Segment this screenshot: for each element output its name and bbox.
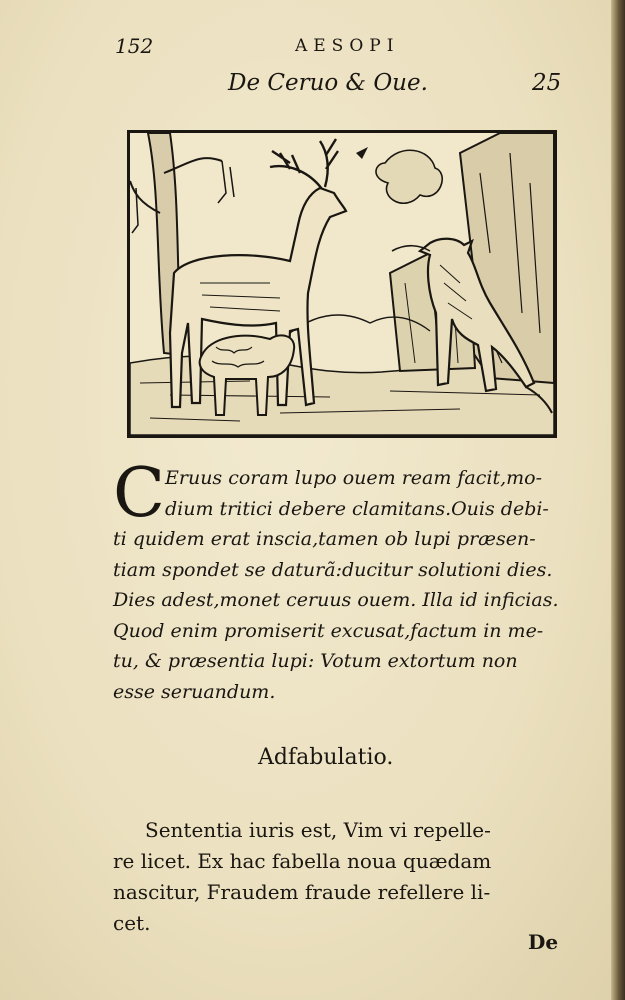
moral-line: Sententia iuris est, Vim vi repelle- bbox=[145, 818, 491, 842]
fable-line: tu, & præsentia lupi: Votum extortum non bbox=[113, 650, 518, 672]
fable-line: dium tritici debere clamitans.Ouis debi- bbox=[165, 497, 549, 520]
woodcut-illustration bbox=[127, 130, 557, 438]
moral-text bbox=[113, 815, 573, 939]
moral-line: cet. bbox=[113, 911, 151, 935]
moral-line: nascitur, Fraudem fraude refellere li- bbox=[113, 880, 491, 904]
fable-number: 25 bbox=[532, 70, 562, 96]
moral-line: re licet. Ex hac fabella noua quædam bbox=[113, 849, 492, 873]
woodcut-illustration-icon bbox=[130, 133, 554, 435]
fable-title: De Ceruo & Oue. bbox=[228, 70, 428, 96]
page-header bbox=[0, 28, 625, 108]
catchword: De bbox=[528, 930, 559, 954]
fable-line: esse seruandum. bbox=[113, 680, 276, 703]
fable-line: ti quidem erat inscia,tamen ob lupi præsen- bbox=[113, 528, 536, 550]
fable-line: Dies adest,monet ceruus ouem. Illa id inficias. bbox=[113, 589, 559, 611]
drop-cap: C bbox=[113, 454, 166, 533]
fable-line: Quod enim promiserit excusat,factum in me- bbox=[113, 619, 544, 642]
adfabulatio-title: Adfabulatio. bbox=[258, 745, 394, 770]
running-head: AESOPI bbox=[295, 36, 400, 56]
page-number: 152 bbox=[115, 34, 154, 58]
fable-line: tiam spondet se daturã:ducitur solutioni dies. bbox=[113, 558, 553, 581]
fable-line: Eruus coram lupo ouem ream facit,mo- bbox=[165, 467, 543, 489]
fable-text bbox=[113, 454, 573, 707]
book-spine-edge bbox=[611, 0, 625, 1000]
